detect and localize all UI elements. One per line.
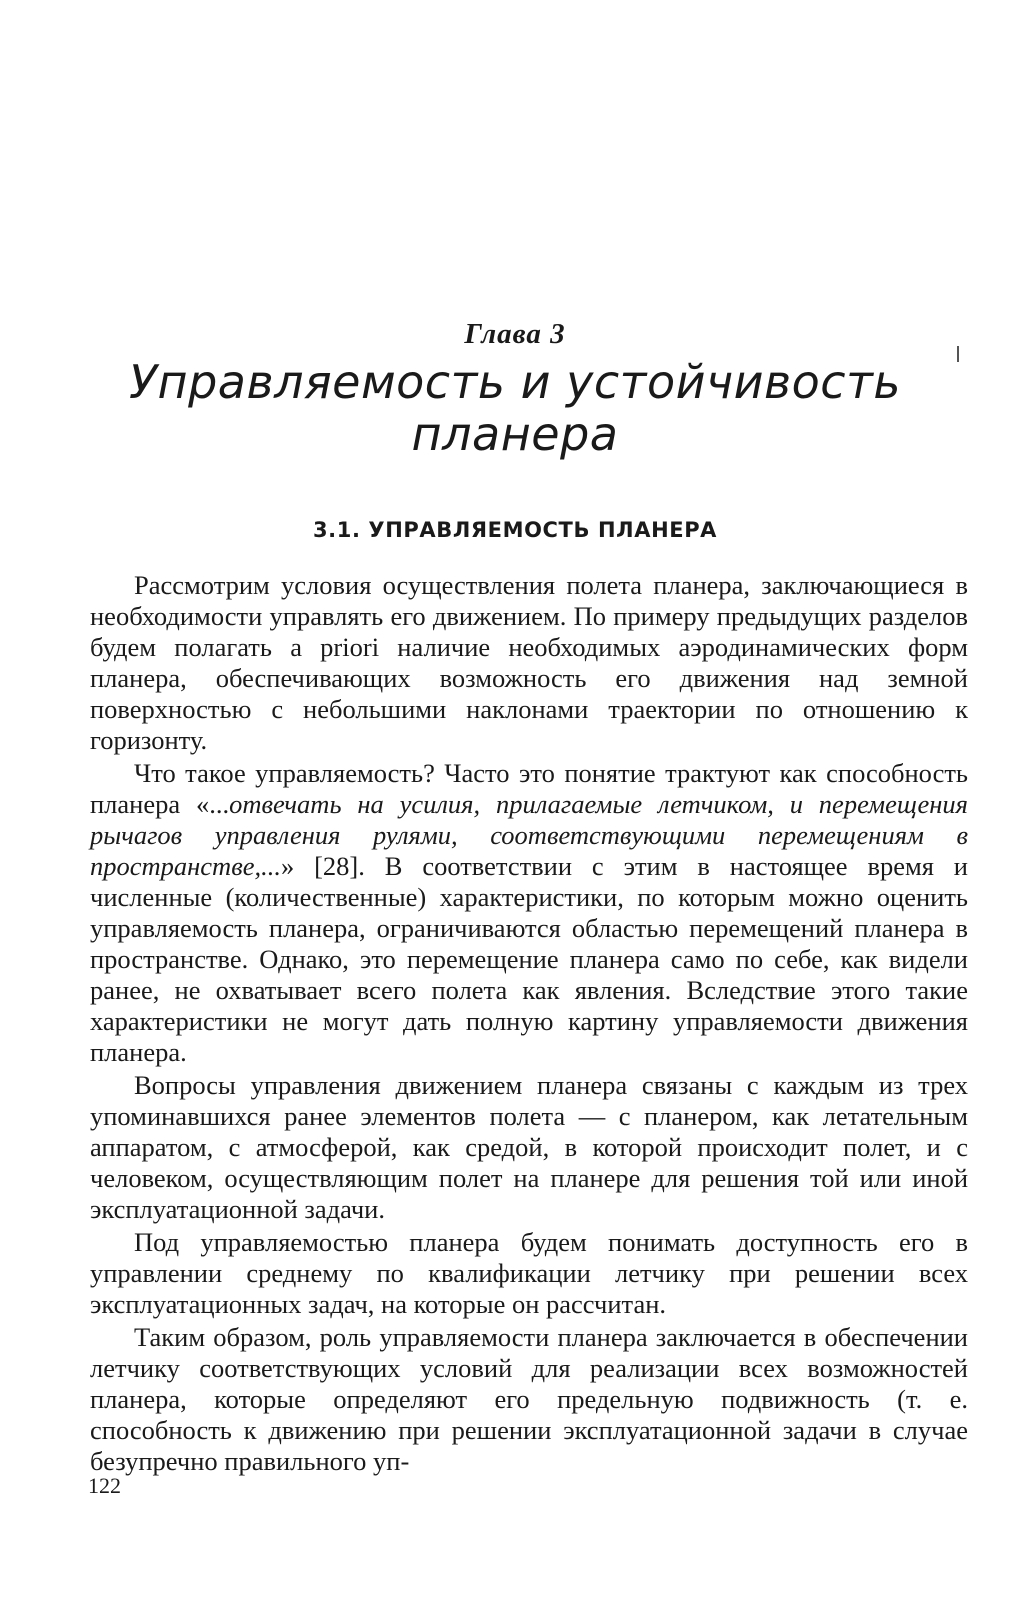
paragraph-2-quote: отвечать на усилия, прилагаемые летчиком, и перемещения рычагов управления рулями, соответствующими перемещениям в пространстве,... <box>90 789 968 881</box>
chapter-title-line-1: Управляемость и устойчивость <box>128 355 902 409</box>
section-heading: 3.1. УПРАВЛЯЕМОСТЬ ПЛАНЕРА <box>312 518 718 542</box>
paragraph-3: Вопросы управления движением планера связаны с каждым из трех упоминавшихся ранее элементов полета — с планером, как летательным аппаратом, с атмосферой, как средой, в которой происходит полет, и с человеком, осуществляющим полет на планере для решения той или иной эксплуатационной задачи. <box>90 1070 968 1224</box>
chapter-title-line-2: планера <box>411 407 619 461</box>
paragraph-2 <box>90 758 968 1068</box>
chapter-title <box>0 356 1030 460</box>
body-text <box>90 570 968 1479</box>
paragraph-2-intro: Что такое управляемость? Часто это понятие трактуют как способность планера «... <box>90 758 968 819</box>
paragraph-2-rest: » [28]. В соответствии с этим в настоящее время и численные (количественные) характеристики, по которым можно оценить управляемость планера, ограничиваются областью перемещений планера в пространстве. Однако, это перемещение планера само по себе, как видели ранее, не охватывает всего полета как явления. Вследствие этого такие характеристики не могут дать полную картину управляемости движения планера. <box>90 851 968 1067</box>
paragraph-4: Под управляемостью планера будем понимать доступность его в управлении среднему по квалификации летчику при решении всех эксплуатационных задач, на которые он рассчитан. <box>90 1227 968 1319</box>
paragraph-5: Таким образом, роль управляемости планера заключается в обеспечении летчику соответствующих условий для реализации всех возможностей планера, которые определяют его предельную подвижность (т. е. способность к движению при решении эксплуатационной задачи в случае безупречно правильного уп- <box>90 1322 968 1476</box>
paragraph-1: Рассмотрим условия осуществления полета планера, заключающиеся в необходимости управлять его движением. По примеру предыдущих разделов будем полагать а priori наличие необходимых аэродинамических форм планера, обеспечивающих возможность его движения над земной поверхностью с небольшими наклонами траектории по отношению к горизонту. <box>90 570 968 755</box>
chapter-label: Глава 3 <box>464 318 566 350</box>
page-number: 122 <box>88 1473 121 1498</box>
